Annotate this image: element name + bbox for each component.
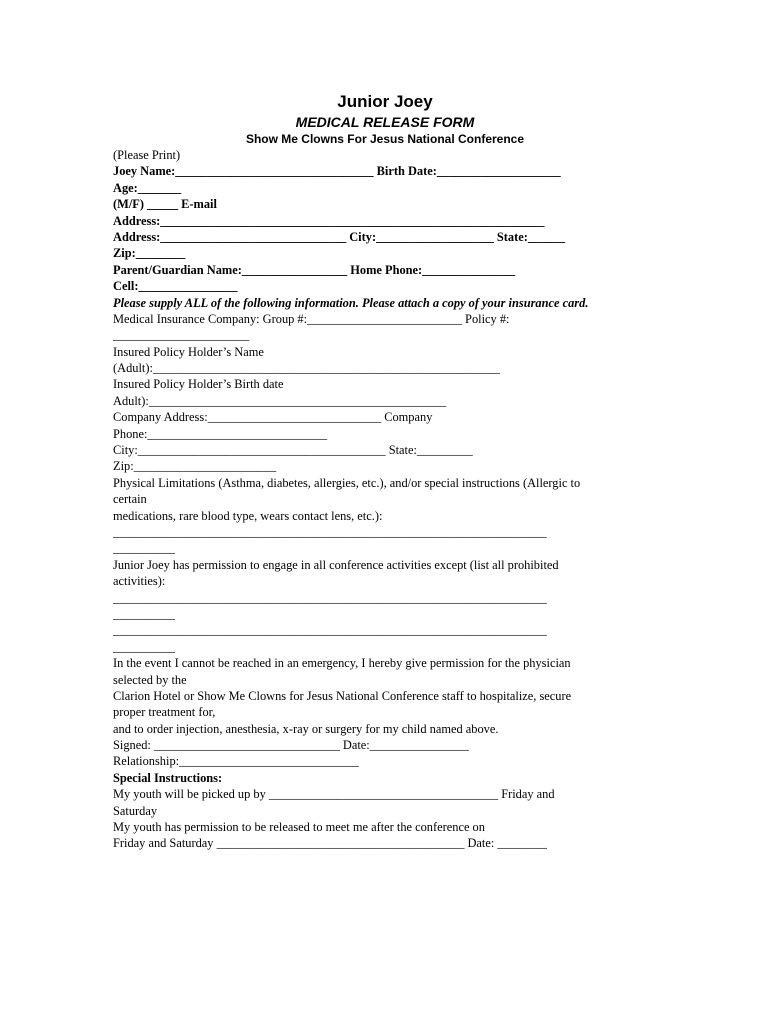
conference-name: Show Me Clowns For Jesus National Conference — [245, 132, 525, 146]
form-line: Phone:_____________________________ — [113, 426, 328, 441]
form-line: Relationship:_____________________________ — [113, 754, 359, 769]
form-line: Address:______________________________ City:___________________ State:______ — [113, 229, 566, 244]
form-line: Saturday — [113, 803, 158, 818]
form-title: Junior Joey — [337, 92, 433, 111]
form-line: (Please Print) — [113, 148, 181, 162]
form-line: City:________________________________________ State:_________ — [113, 443, 473, 458]
form-line: In the event I cannot be reached in an emergency, I hereby give permission for the physician — [113, 656, 571, 671]
form-line: ______________________________________________________________________ — [113, 524, 547, 539]
form-line: __________ — [113, 606, 175, 621]
form-line: Zip:________ — [113, 246, 186, 261]
form-line: Friday and Saturday ________________________________________ Date: ________ — [113, 836, 547, 851]
form-line: __________ — [113, 639, 175, 654]
form-line: Please supply ALL of the following information. Please attach a copy of your insurance card. — [113, 295, 589, 310]
form-line: Adult):________________________________________________ — [113, 393, 447, 408]
form-line: certain — [113, 492, 147, 507]
form-line: Medical Insurance Company: Group #:_________________________ Policy #: — [113, 311, 510, 326]
form-line: Insured Policy Holder’s Name — [113, 344, 264, 359]
form-line: ______________________ — [113, 328, 250, 343]
form-line: Signed: ______________________________ Date:________________ — [113, 738, 469, 753]
form-subtitle: MEDICAL RELEASE FORM — [295, 114, 475, 130]
form-line: Junior Joey has permission to engage in all conference activities except (list all prohibited — [113, 557, 559, 572]
form-line: (M/F) _____ E-mail — [113, 197, 217, 212]
form-line: My youth will be picked up by _____________________________________ Friday and — [113, 787, 555, 802]
form-line: selected by the — [113, 672, 187, 687]
form-line: and to order injection, anesthesia, x-ray or surgery for my child named above. — [113, 721, 499, 736]
form-line: My youth has permission to be released to meet me after the conference on — [113, 820, 485, 835]
form-line: Zip:_______________________ — [113, 459, 277, 474]
form-line: ______________________________________________________________________ — [113, 623, 547, 638]
form-line: Joey Name:________________________________ Birth Date:____________________ — [113, 164, 561, 179]
form-line: activities): — [113, 574, 166, 589]
form-line: medications, rare blood type, wears contact lens, etc.): — [113, 508, 383, 523]
form-line: Age:_______ — [113, 180, 182, 195]
form-line: __________ — [113, 541, 175, 556]
form-line: Company Address:____________________________ Company — [113, 410, 433, 425]
form-line: Insured Policy Holder’s Birth date — [113, 377, 284, 392]
form-line: Cell:________________ — [113, 279, 238, 294]
form-line: Parent/Guardian Name:_________________ Home Phone:_______________ — [113, 262, 516, 277]
form-line: Clarion Hotel or Show Me Clowns for Jesus National Conference staff to hospitalize, secure — [113, 688, 572, 703]
form-line: (Adult):________________________________________________________ — [113, 361, 500, 376]
form-line: Physical Limitations (Asthma, diabetes, allergies, etc.), and/or special instructions (Allergic to — [113, 475, 581, 490]
form-line: Address:______________________________________________________________ — [113, 213, 545, 228]
form-line: proper treatment for, — [113, 705, 216, 720]
form-line: Special Instructions: — [113, 770, 223, 785]
form-body — [113, 147, 673, 852]
form-line: ______________________________________________________________________ — [113, 590, 547, 605]
